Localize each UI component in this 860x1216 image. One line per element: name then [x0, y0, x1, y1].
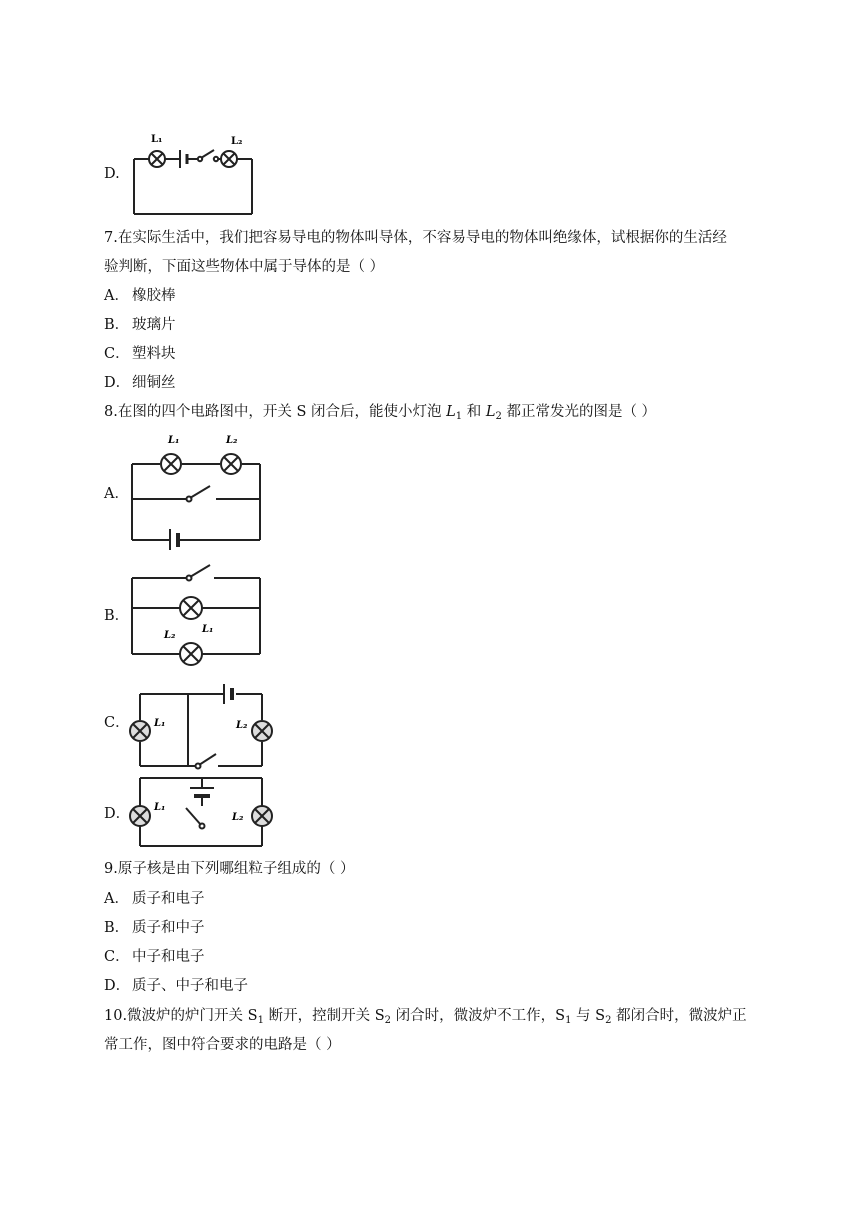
q7-stem-line2: 验判断，下面这些物体中属于导体的是（ ）	[104, 259, 385, 275]
switch-icon	[198, 150, 218, 161]
option-text: 玻璃片	[132, 317, 176, 333]
option-letter: D．	[104, 375, 131, 391]
q10-stem-line2: 常工作，图中符合要求的电路是（ ）	[104, 1037, 341, 1053]
q10-part: 与 S	[571, 1008, 606, 1024]
q8-option-a-circuit-diagram	[126, 428, 266, 550]
q10-sub: 1	[565, 1015, 572, 1026]
q8-option-b-letter[interactable]: B．	[104, 608, 130, 624]
option-text: 中子和电子	[132, 949, 205, 965]
q10-part: 10.微波炉的炉门开关 S	[104, 1008, 258, 1024]
label-l1: L₁	[202, 624, 214, 635]
lamp-l1-icon	[130, 721, 150, 741]
q10-part: 断开，控制开关 S	[263, 1008, 385, 1024]
q9-option-b[interactable]	[104, 918, 205, 938]
lamp-l1-icon	[161, 454, 181, 474]
label-l1: L₁	[154, 718, 166, 729]
q8-l1: L	[446, 404, 456, 420]
lamp-l2-icon	[221, 454, 241, 474]
q7-stem-line1: 7.在实际生活中，我们把容易导电的物体叫导体，不容易导电的物体叫绝缘体，试根据你的生活经	[104, 230, 727, 246]
q10-sub: 1	[257, 1015, 264, 1026]
q9-option-a[interactable]	[104, 889, 205, 909]
battery-icon	[180, 150, 187, 168]
switch-icon	[196, 754, 217, 769]
label-l2: L₂	[164, 630, 176, 641]
option-text: 塑料块	[132, 346, 176, 362]
q7-option-c[interactable]	[104, 344, 176, 364]
lamp-l2-icon	[221, 151, 237, 167]
label-l2: L₂	[231, 136, 243, 147]
label-l1: L₁	[154, 802, 166, 813]
q9-option-c[interactable]	[104, 947, 205, 967]
label-l2: L₂	[226, 435, 238, 446]
q8-stem-post: 都正常发光的图是（ ）	[501, 404, 657, 420]
q8-and: 和	[462, 404, 486, 420]
option-letter: A．	[104, 288, 129, 304]
option-letter: C．	[104, 346, 130, 362]
label-l2: L₂	[232, 812, 244, 823]
option-letter: B．	[104, 920, 130, 936]
q10-stem-line1	[104, 1006, 747, 1031]
q7-option-d[interactable]	[104, 373, 176, 393]
q8-l2-sub: 2	[495, 411, 502, 422]
q8-stem	[104, 402, 656, 427]
q10-sub: 2	[605, 1015, 612, 1026]
q8-option-d-letter[interactable]: D．	[104, 806, 131, 822]
option-text: 质子和中子	[132, 920, 205, 936]
option-text: 质子、中子和电子	[132, 978, 248, 994]
lamp-l1-icon	[149, 151, 165, 167]
q10-part: 都闭合时，微波炉正	[611, 1008, 747, 1024]
option-text: 质子和电子	[132, 891, 205, 907]
q8-option-c-circuit-diagram	[126, 676, 276, 770]
q9-stem: 9.原子核是由下列哪组粒子组成的（ ）	[104, 861, 355, 877]
q8-l2: L	[485, 404, 496, 420]
q8-option-c-letter[interactable]: C．	[104, 715, 130, 731]
q8-option-b-circuit-diagram	[126, 558, 266, 668]
option-letter: C．	[104, 949, 130, 965]
option-text: 橡胶棒	[132, 288, 176, 304]
lamp-l2-icon	[180, 643, 202, 665]
label-l1: L₁	[151, 134, 163, 145]
option-text: 细铜丝	[132, 375, 176, 391]
lamp-l2-icon	[252, 806, 272, 826]
switch-icon	[186, 808, 205, 829]
q10-part: 闭合时，微波炉不工作，S	[391, 1008, 566, 1024]
q7-option-a[interactable]	[104, 286, 176, 306]
lamp-l2-icon	[252, 721, 272, 741]
label-l2: L₂	[236, 720, 248, 731]
q6-option-d-circuit-diagram	[128, 126, 258, 218]
option-letter: D．	[104, 978, 131, 994]
battery-icon	[190, 788, 214, 796]
q8-option-d-circuit-diagram	[126, 772, 276, 852]
lamp-l1-icon	[130, 806, 150, 826]
lamp-l1-icon	[180, 597, 202, 619]
switch-icon	[187, 486, 211, 502]
switch-icon	[187, 565, 211, 581]
battery-icon	[170, 529, 178, 550]
q8-option-a-letter[interactable]: A．	[104, 486, 129, 502]
label-l1: L₁	[168, 435, 180, 446]
q8-stem-pre: 8.在图的四个电路图中，开关 S 闭合后，能使小灯泡	[104, 404, 447, 420]
q8-l1-sub: 1	[455, 411, 463, 422]
q9-option-d[interactable]	[104, 976, 248, 996]
q7-option-b[interactable]	[104, 315, 176, 335]
option-letter: A．	[104, 891, 129, 907]
battery-icon	[224, 684, 232, 704]
q6-option-d-letter: D.	[104, 166, 120, 182]
q10-sub: 2	[384, 1015, 392, 1026]
option-letter: B．	[104, 317, 130, 333]
